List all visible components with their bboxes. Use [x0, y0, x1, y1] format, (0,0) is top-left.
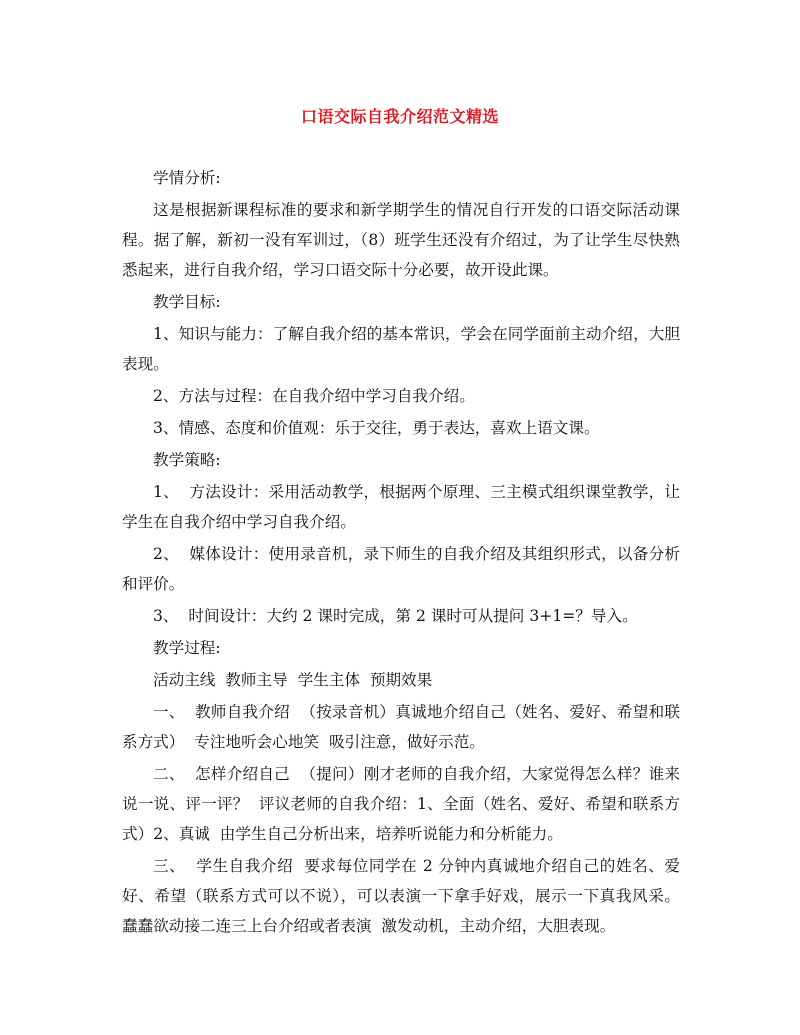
heading-teaching-process: 教学过程: — [153, 639, 221, 657]
heading-teaching-goals: 教学目标: — [153, 293, 221, 311]
goal-item-3: 3、情感、态度和价值观：乐于交往，勇于表达，喜欢上语文课。 — [153, 419, 600, 437]
document-title: 口语交际自我介绍范文精选 — [300, 107, 499, 126]
strategy-item-2: 2、 媒体设计：使用录音机，录下师生的自我介绍及其组织形式，以备分析和评价。 — [122, 545, 680, 593]
process-columns-line: 活动主线 教师主导 学生主体 预期效果 — [153, 671, 433, 689]
document-body — [122, 163, 690, 943]
paragraph-situation-analysis: 这是根据新课程标准的要求和新学期学生的情况自行开发的口语交际活动课程。据了解，新初一没有军训过，（8）班学生还没有介绍过，为了让学生尽快熟悉起来，进行自我介绍，学习口语交际十分必要，故开设此课。 — [122, 201, 680, 279]
heading-situation-analysis: 学情分析: — [153, 169, 221, 187]
process-step-1: 一、 教师自我介绍 （按录音机）真诚地介绍自己（姓名、爱好、希望和联系方式） 专注地听会心地笑 吸引注意，做好示范。 — [122, 703, 680, 751]
process-step-2: 二、 怎样介绍自己 （提问）刚才老师的自我介绍，大家觉得怎么样？谁来说一说、评一评？ 评议老师的自我介绍：1、全面（姓名、爱好、希望和联系方式）2、真诚 由学生自己分析出来，培养听说能力和分析能力。 — [122, 765, 680, 843]
process-step-3: 三、 学生自我介绍 要求每位同学在 2 分钟内真诚地介绍自己的姓名、爱好、希望（联系方式可以不说），可以表演一下拿手好戏，展示一下真我风采。 蠢蠢欲动接二连三上台介绍或者表演 激发动机，主动介绍，大胆表现。 — [122, 857, 690, 935]
heading-teaching-strategy: 教学策略: — [153, 451, 221, 469]
goal-item-1: 1、知识与能力：了解自我介绍的基本常识，学会在同学面前主动介绍，大胆表现。 — [122, 325, 680, 373]
goal-item-2: 2、方法与过程：在自我介绍中学习自我介绍。 — [153, 387, 475, 405]
strategy-item-1: 1、 方法设计：采用活动教学，根据两个原理、三主模式组织课堂教学，让学生在自我介绍中学习自我介绍。 — [122, 483, 680, 531]
strategy-item-3: 3、 时间设计：大约 2 课时完成，第 2 课时可从提问 3+1=？导入。 — [153, 607, 638, 625]
